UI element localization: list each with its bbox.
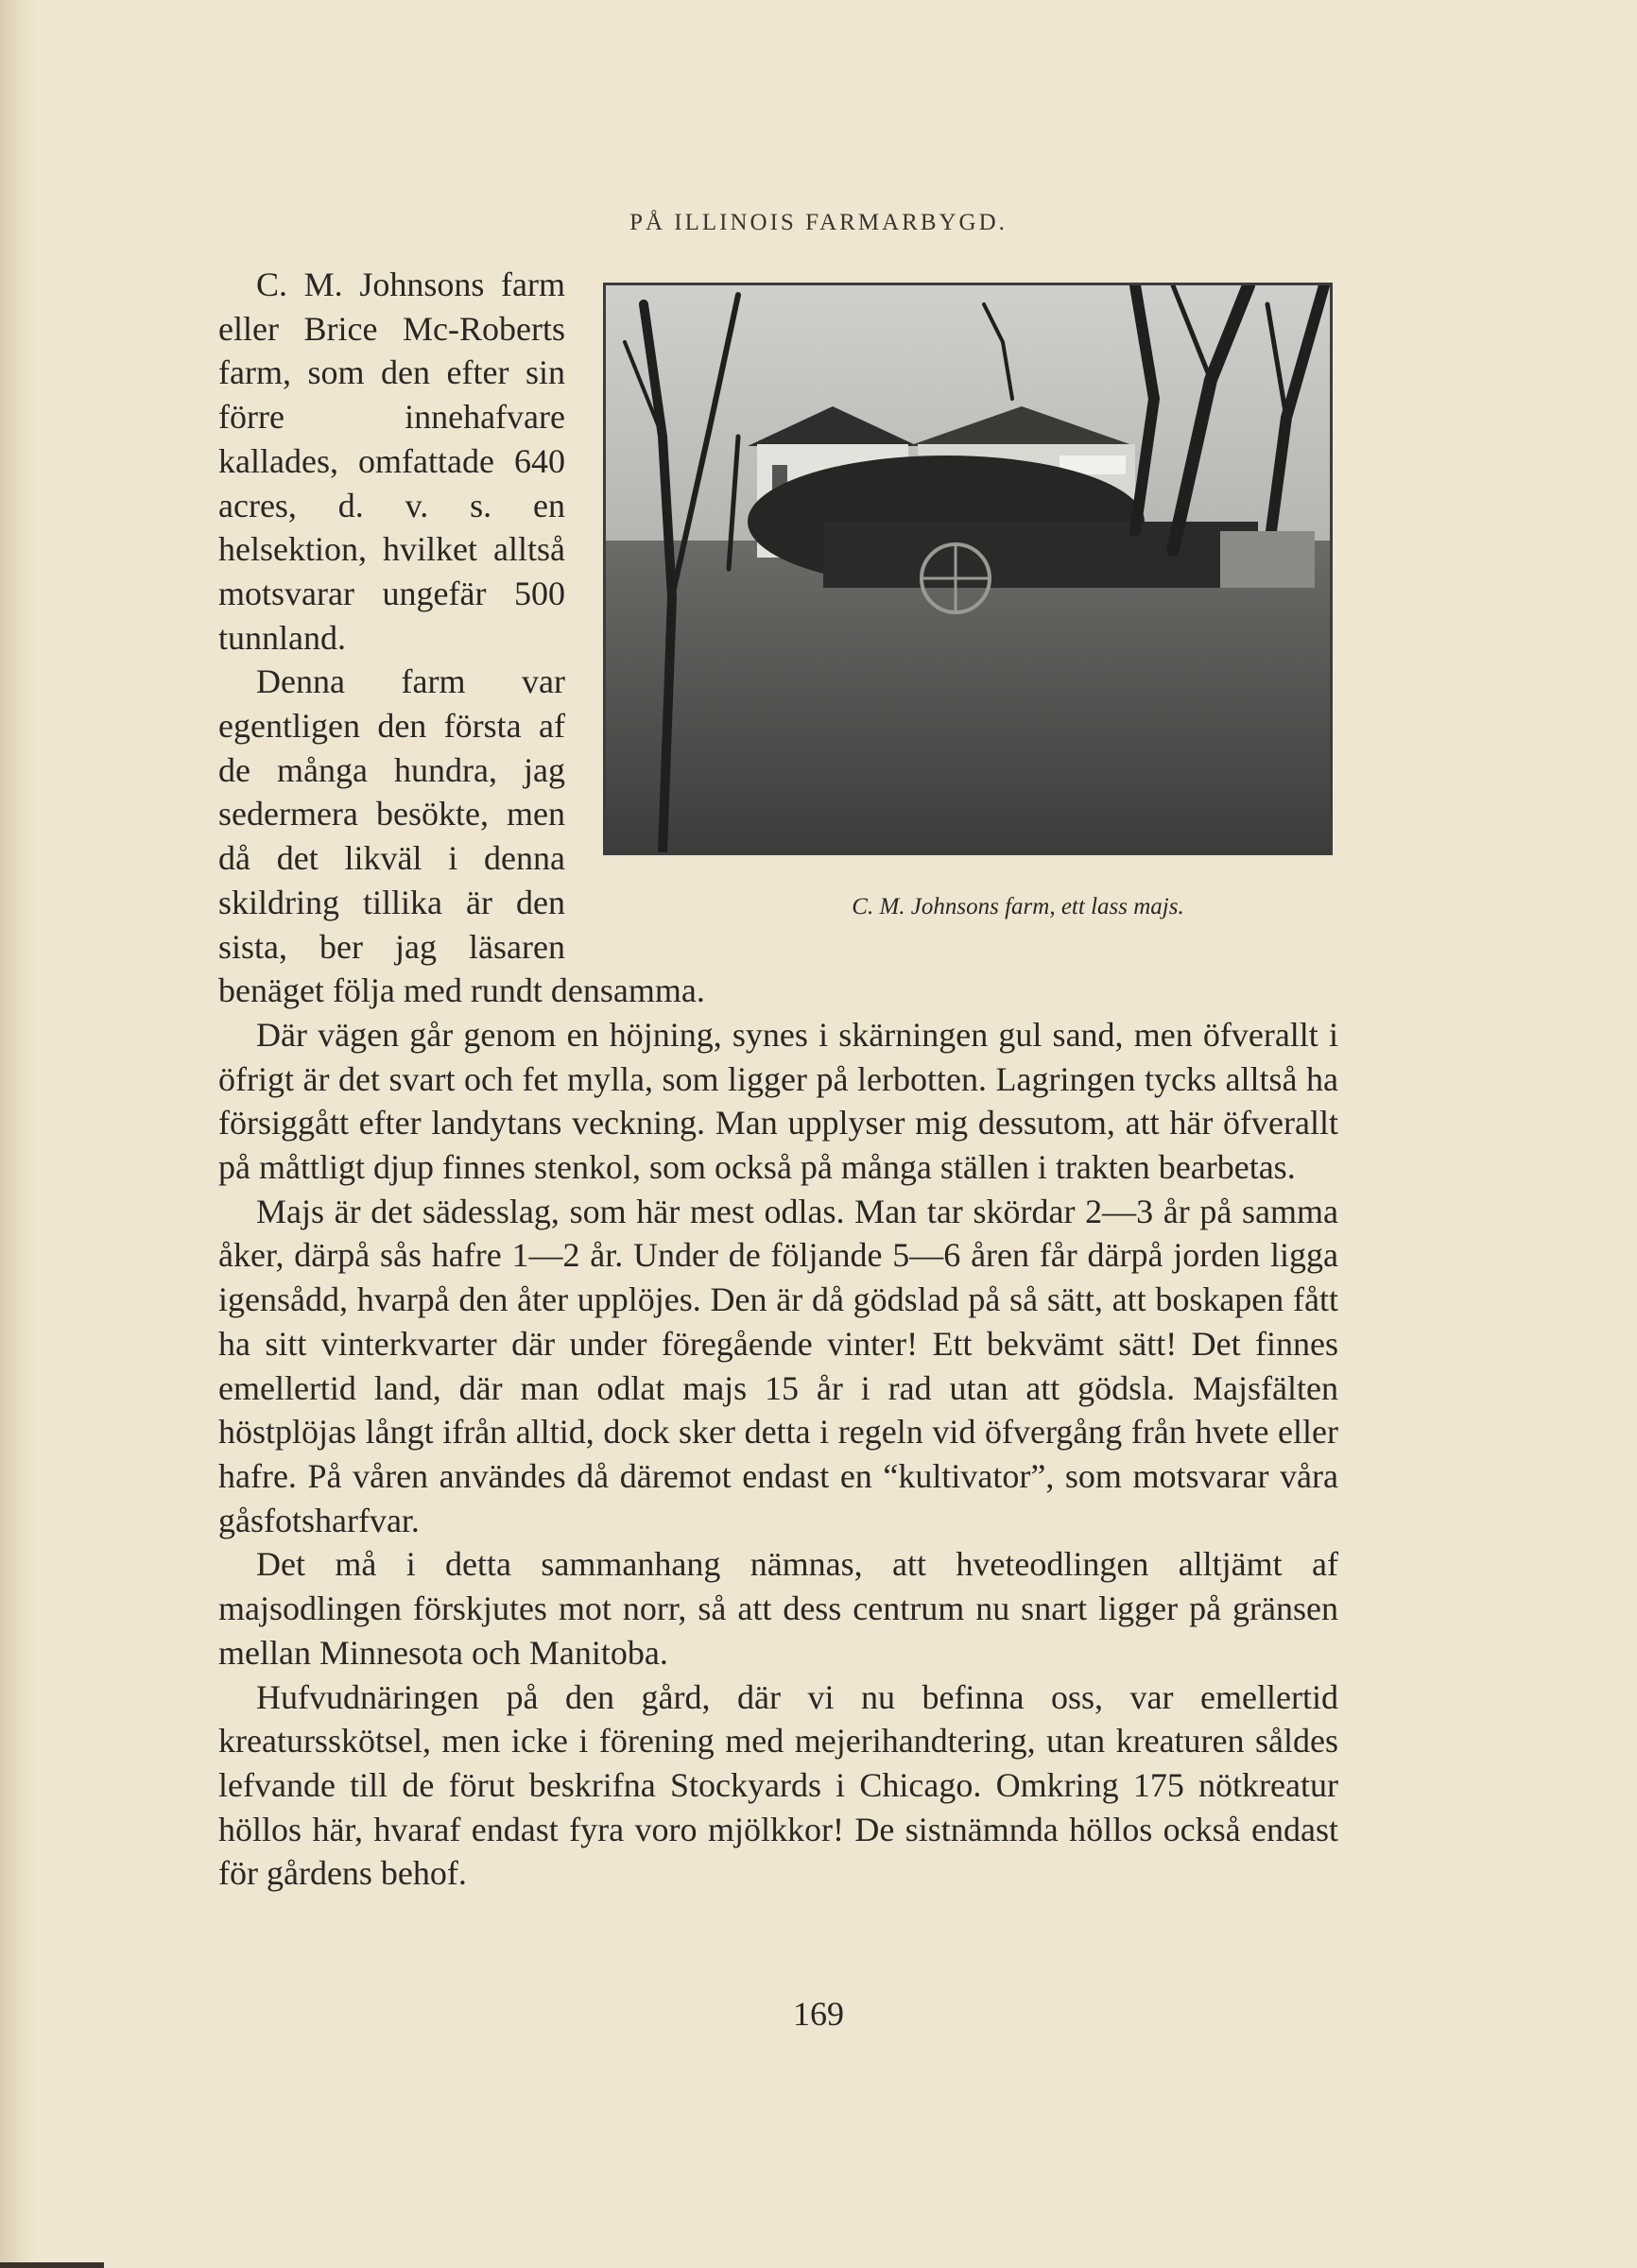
figure: [603, 283, 1338, 957]
figure-caption: C. M. Johnsons farm, ett lass majs.: [852, 894, 1184, 919]
paragraph: Det må i detta sammanhang nämnas, att hveteodlingen alltjämt af majsodlingen förskjutes mot norr, så att dess centrum nu snart ligger på gränsen mellan Minnesota och Manitoba.: [218, 1545, 1338, 1672]
paragraph: Majs är det sädesslag, som här mest odlas. Man tar skördar 2—3 år på samma åker, därpå sås hafre 1—2 år. Under de följande 5—6 åren får därpå jorden ligga igensådd, hvarpå den åter upplöjes. Den är då gödslad på så sätt, att boskapen fått ha sitt vinterkvarter där under föregående vinter! Ett bekvämt sätt! Det finnes emellertid land, där man odlat majs 15 år i rad utan att gödsla. Majsfälten höstplöjas långt ifrån alltid, dock sker detta i regeln vid öfvergång från hvete eller hafre. På våren användes då däremot endast en “kultivator”, som motsvarar våra gåsfotsharfvar.: [218, 1192, 1338, 1539]
paragraph: C. M. Johnsons farm eller Brice Mc-Roberts farm, som den efter sin förre innehafvare kallades, omfattade 640 acres, d. v. s. en helsektion, hvilket alltså motsvarar ungefär 500 tunnland.: [218, 266, 565, 657]
page-shadow: [0, 2262, 104, 2268]
body-text: [218, 263, 1338, 1896]
running-head: PÅ ILLINOIS FARMARBYGD.: [629, 210, 1008, 235]
paragraph: Denna farm var egentligen den första af de många hundra, jag sedermera besökte, men då det likväl i denna skildring tillika är den sista, ber jag läsaren benäget följa med rundt densamma.: [218, 662, 705, 1010]
page-gutter: [0, 0, 38, 2268]
page-number: 169: [793, 1995, 844, 2033]
paragraph: Där vägen går genom en höjning, synes i skärningen gul sand, men öfverallt i öfrigt är det svart och fet mylla, som ligger på lerbotten. Lagringen tycks alltså ha försiggått efter landytans veckning. Man upplyser mig dessutom, att här öfverallt på måttligt djup finnes stenkol, som också på många ställen i trakten bearbetas.: [218, 1015, 1338, 1187]
farm-photo: [603, 283, 1333, 855]
paragraph: Hufvudnäringen på den gård, där vi nu befinna oss, var emellertid kreatursskötsel, men icke i förening med mejerihandtering, utan kreaturen såldes lefvande till de förut beskrifna Stockyards i Chicago. Omkring 175 nötkreatur höllos här, hvaraf endast fyra voro mjölkkor! De sistnämnda höllos också endast för gårdens behof.: [218, 1677, 1338, 1893]
farm-photo-image: [606, 285, 1330, 852]
